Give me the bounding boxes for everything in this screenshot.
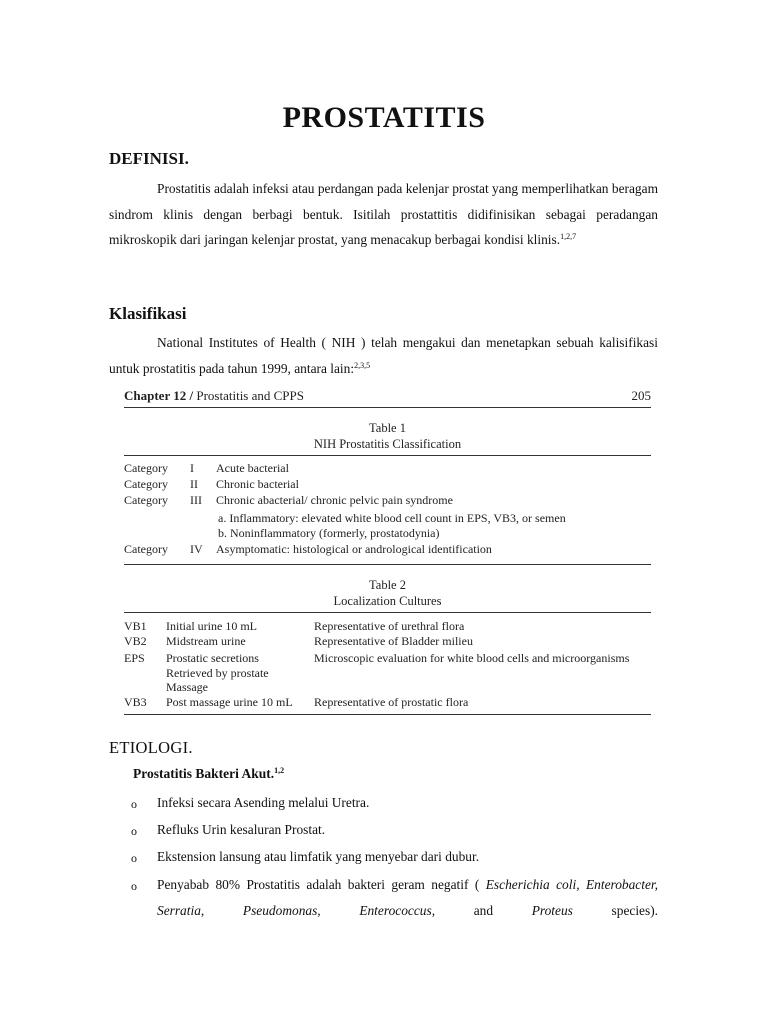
table2-caption: Table 2 [369,578,406,592]
table2-cell-sample: Post massage urine 10 mL [166,695,293,709]
scan-chapter-header [124,388,651,404]
chapter-label: Chapter 12 / [124,388,194,403]
table1-cell-desc: Asymptomatic: histological or andrological identification [216,542,492,556]
table1-cell-label: Category [124,542,168,556]
table2-title: Localization Cultures [333,594,442,608]
subheading-text: Prostatitis Bakteri Akut. [133,766,275,781]
species-name: Serratia, [157,903,205,918]
page-title: PROSTATITIS [282,101,486,134]
table1-cell-num: II [190,477,198,491]
table1-top-rule [124,455,651,456]
table2-cell-sample: Initial urine 10 mL [166,619,257,633]
table1-subitem: b. Noninflammatory (formerly, prostatodynia) [218,526,440,540]
subheading-reference: 1,2 [274,766,285,775]
list-item: Ekstension lansung atau limfatik yang menyebar dari dubur. [157,849,480,864]
table2-top-rule [124,612,651,613]
definisi-reference: 1,2,7 [560,232,577,241]
klasifikasi-reference: 2,3,5 [354,360,371,370]
table2-cell-meaning: Microscopic evaluation for white blood cells and microorganisms [314,651,630,665]
species-name: Enterococcus, [359,903,436,918]
table1-cell-num: III [190,493,202,507]
heading-definisi: DEFINISI. [109,149,189,168]
species-name: Proteus [531,903,573,918]
klasifikasi-text: National Institutes of Health ( NIH ) telah mengakui dan menetapkan sebuah kalisifikasi untuk prostatitis pada tahun 1999, antara lain: [109,335,658,376]
table2-cell-code: VB1 [124,619,147,633]
species-name: Enterobacter, [585,877,658,892]
table1-title: NIH Prostatitis Classification [313,437,462,451]
subheading-prostatitis-bakteri-akut [133,766,284,782]
table2-cell-meaning: Representative of urethral flora [314,619,465,633]
chapter-title: Prostatitis and CPPS [196,388,304,403]
table2-cell-sample: Midstream urine [166,634,246,648]
chapter-rule [124,407,651,408]
table1-cell-desc: Chronic bacterial [216,477,299,491]
list-item: Infeksi secara Asending melalui Uretra. [157,795,370,810]
table2-bottom-rule [124,714,651,715]
table1-cell-num: I [190,461,194,475]
bullet-icon: o [131,851,137,865]
item-text: species). [611,903,659,918]
table2-cell-code: EPS [124,651,145,665]
table1-cell-num: IV [190,542,203,556]
table1-cell-label: Category [124,493,168,507]
page-number: 205 [631,388,651,403]
table1-cell-desc: Chronic abacterial/ chronic pelvic pain syndrome [216,493,453,507]
heading-klasifikasi: Klasifikasi [109,304,187,323]
bullet-icon: o [131,797,137,811]
definisi-text: Prostatitis adalah infeksi atau perdangan pada kelenjar prostat yang memperlihatkan beragam sindrom klinis dengan berbagi bentuk. Isitilah prostattitis didifinisikan sebagai peradangan mikroskopik dari jaringan kelenjar prostat, yang menacakup berbagai kondisi klinis. [109,181,658,247]
table1-cell-desc: Acute bacterial [216,461,289,475]
species-name: Pseudomonas, [242,903,321,918]
table2-cell-meaning: Representative of prostatic flora [314,695,469,709]
heading-etiologi: ETIOLOGI. [109,738,193,757]
table2-cell-sample: Prostatic secretions Retrieved by prostate Massage [166,651,269,694]
list-item [157,872,658,924]
item-text: Penyabab 80% Prostatitis adalah bakteri geram negatif ( [157,877,486,892]
table2-cell-code: VB3 [124,695,147,709]
table1-bottom-rule [124,564,651,565]
bullet-icon: o [131,824,137,838]
list-item: Refluks Urin kesaluran Prostat. [157,822,326,837]
bullet-icon: o [131,879,137,893]
table1-cell-label: Category [124,461,168,475]
table1-cell-label: Category [124,477,168,491]
item-text: and [473,903,494,918]
species-name: Escherichia coli, [485,877,580,892]
table1-caption: Table 1 [369,421,406,435]
paragraph-klasifikasi [109,330,658,381]
table2-cell-meaning: Representative of Bladder milieu [314,634,473,648]
table1-subitem: a. Inflammatory: elevated white blood cell count in EPS, VB3, or semen [218,511,566,525]
table2-cell-code: VB2 [124,634,147,648]
paragraph-definisi [109,176,658,253]
